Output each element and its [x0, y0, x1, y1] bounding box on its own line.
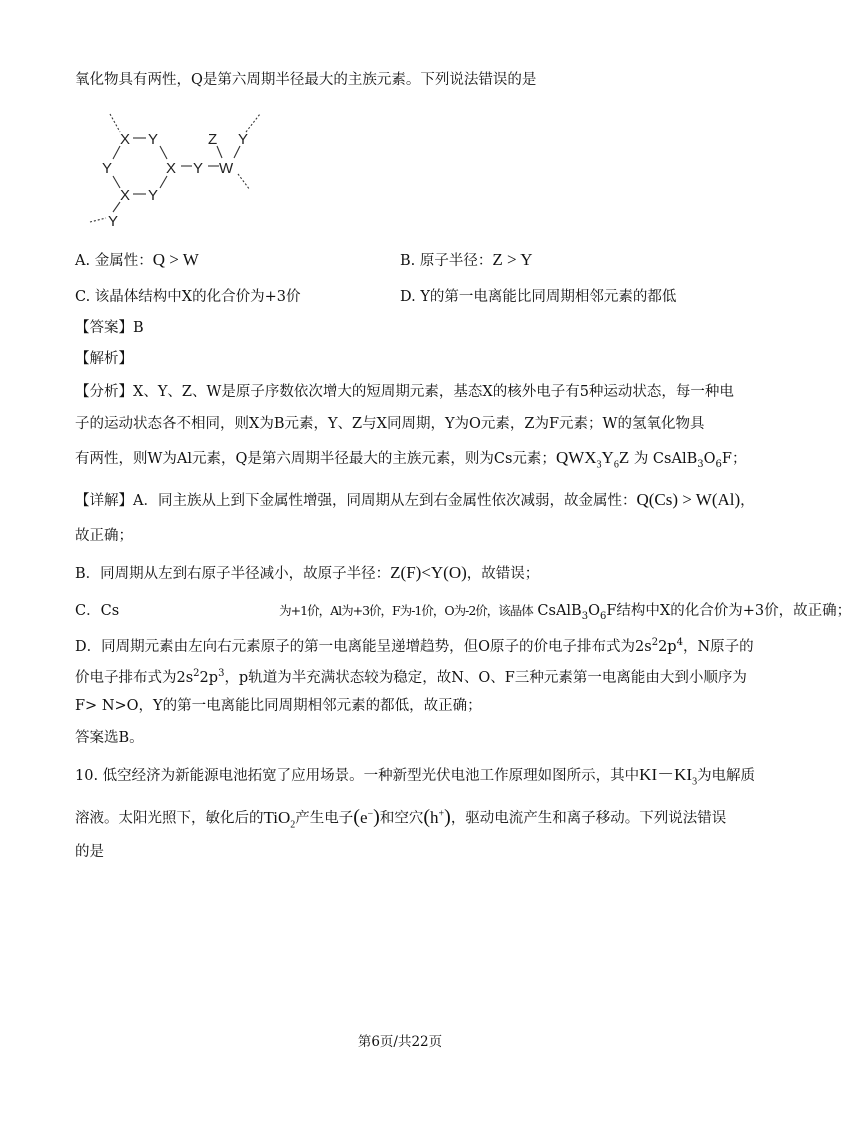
xiangjie-c-end: F结构中X的化合价为+3价，故正确； — [606, 603, 851, 619]
atom-y-chain: Y — [193, 160, 204, 177]
formula-electron: (e−) — [353, 805, 380, 828]
atom-x-top: X — [120, 131, 131, 148]
xiangjie-line-2: 故正确； — [75, 528, 133, 544]
fenxi-line-3-end: F； — [721, 451, 747, 467]
formula-radius: Z(F)<Y(O) — [390, 563, 467, 582]
xiangjie-b-end: ，故错误； — [466, 566, 540, 582]
page-footer: 第6页/共22页 — [357, 1034, 443, 1050]
option-b — [400, 250, 533, 271]
fenxi-line-3-text: 有两性，则W为Al元素，Q是第六周期半径最大的主族元素，则为Cs元素； — [75, 451, 556, 467]
q10-line-2-and: 和空穴 — [379, 810, 424, 827]
atom-x-center: X — [166, 160, 177, 177]
q10-line-2-end: ，驱动电流产生和离子移动。下列说法错误 — [450, 810, 727, 827]
q10-line-1-end: 为电解质 — [697, 768, 756, 784]
analysis-heading: 【解析】 — [75, 351, 133, 367]
xiangjie-c-mid: CsAlB — [537, 603, 582, 619]
q10-line-2-mid: 产生电子 — [295, 810, 354, 827]
atom-w: W — [219, 160, 234, 177]
option-d: D. Y的第一电离能比同周期相邻元素的都低 — [400, 289, 677, 305]
xiangjie-line-1-end: ， — [740, 493, 755, 509]
xiangjie-b-text: B．同周期从左到右原子半径减小，故原子半径： — [75, 566, 391, 582]
xiangjie-d-line-3: F> N>O，Y的第一电离能比同周期相邻元素的都低，故正确； — [75, 698, 482, 714]
q10-line-1 — [75, 765, 755, 792]
atom-y-top: Y — [148, 131, 159, 148]
option-b-formula: Z > Y — [492, 250, 533, 269]
fenxi-line-2: 子的运动状态各不相同，则X为B元素，Y、Z与X同周期，Y为O元素，Z为F元素；W的氢氧化物具 — [75, 416, 705, 432]
xiangjie-d-line-2-end: ，p轨道为半充满状态较为稳定，故N、O、F三种元素第一电离能由大到小顺序为 — [224, 669, 747, 686]
xiangjie-c-text: C．Cs — [75, 603, 120, 619]
atom-x-bottom: X — [120, 187, 131, 204]
q9-intro-tail: 氧化物具有两性，Q是第六周期半径最大的主族元素。下列说法错误的是 — [75, 72, 537, 88]
formula-tio2: TiO$_2$ — [263, 807, 296, 831]
fenxi-line-3: 有两性，则W为Al元素，Q是第六周期半径最大的主族元素，则为Cs元素；$QWX_3Y_6Z$ 为 $CsAlB_3O_6F$； — [75, 448, 747, 471]
xiangjie-d-line-1-end: ，N原子的 — [682, 638, 754, 655]
formula-qwx: $QWX_3Y_6Z$ — [555, 448, 630, 471]
option-c: C. 该晶体结构中X的化合价为+3价 — [75, 289, 301, 305]
fenxi-line-3-mid: 为 CsAlB — [633, 451, 698, 467]
atom-y-lowest: Y — [108, 213, 119, 230]
xiangjie-c-overlap: 为+1价，Al为+3价，F为-1价，O为-2价，该晶体 — [279, 603, 533, 618]
conclusion: 答案选B。 — [75, 730, 144, 746]
xiangjie-d-line-2-mid: 2p — [199, 669, 219, 686]
formula-hole: (h+) — [423, 805, 451, 828]
option-a-formula: Q > W — [152, 250, 199, 269]
q10-line-2-text: 溶液。太阳光照下，敏化后的 — [75, 810, 264, 827]
formula-metallicity: Q(Cs) > W(Al) — [636, 490, 741, 509]
xiangjie-d-line-1-text: D．同周期元素由左向右元素原子的第一电离能呈递增趋势，但O原子的价电子排布式为2s — [75, 638, 652, 655]
answer: 【答案】B — [75, 320, 144, 336]
q10-line-2 — [75, 804, 726, 835]
xiangjie-d-line-1: D．同周期元素由左向右元素原子的第一电离能呈递增趋势，但O原子的价电子排布式为$2s^22p^4$，N原子的 — [75, 637, 754, 655]
xiangjie-line-1 — [75, 490, 755, 511]
fenxi-line-1: 【分析】X、Y、Z、W是原子序数依次增大的短周期元素，基态X的核外电子有5种运动状态，每一种电 — [75, 384, 734, 400]
atom-y-left: Y — [102, 160, 113, 177]
q10-line-3: 的是 — [75, 844, 104, 860]
option-a — [75, 250, 199, 271]
atom-y-bottom: Y — [148, 187, 159, 204]
atom-z: Z — [208, 131, 218, 148]
xiangjie-c: C．Cs 为+1价，Al为+3价，F为-1价，O为-2价，该晶体 $CsAlB_3O_6F$结构中X的化合价为+3价，故正确； — [75, 603, 851, 622]
xiangjie-d-line-2-text: 价电子排布式为2s — [75, 669, 194, 686]
crystal-structure-diagram — [80, 104, 280, 234]
xiangjie-d-line-1-mid: 2p — [658, 638, 677, 655]
atom-y-right: Y — [238, 131, 249, 148]
option-a-label: A. 金属性： — [75, 253, 153, 269]
q10-line-1-text: 10. 低空经济为新能源电池拓宽了应用场景。一种新型光伏电池工作原理如图所示，其中 — [75, 768, 640, 784]
formula-ki: $KI-KI_3$ — [639, 765, 698, 788]
xiangjie-line-1-text: 【详解】A．同主族从上到下金属性增强，同周期从左到右金属性依次减弱，故金属性： — [75, 493, 637, 509]
option-b-label: B. 原子半径： — [400, 253, 493, 269]
xiangjie-b — [75, 563, 539, 584]
xiangjie-d-line-2: 价电子排布式为$2s^22p^3$，p轨道为半充满状态较为稳定，故N、O、F三种元素第一电离能由大到小顺序为 — [75, 668, 747, 686]
